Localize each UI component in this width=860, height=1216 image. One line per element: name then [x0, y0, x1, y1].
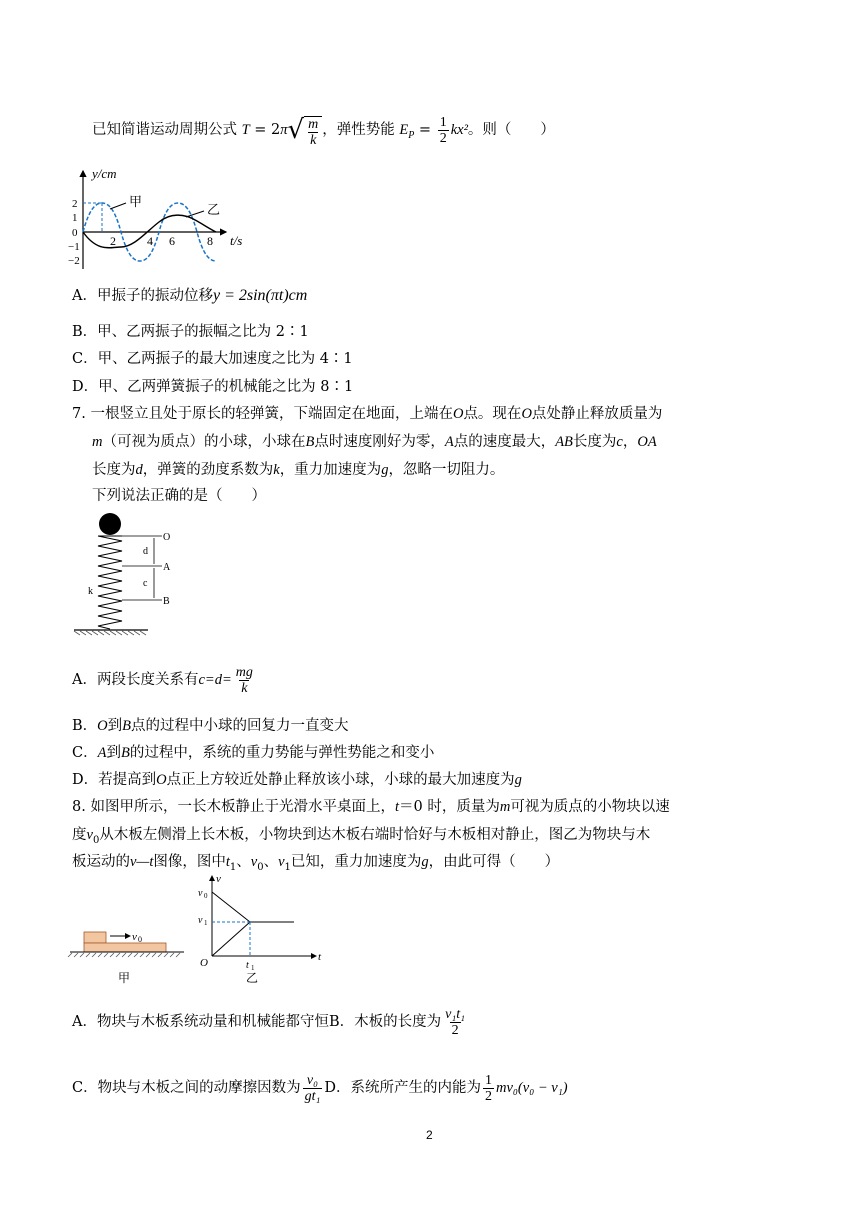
- fig-v0-axis-label: v: [198, 888, 203, 899]
- q7-text: ，重力加速度为: [279, 462, 382, 478]
- q8-text: 、: [236, 854, 251, 870]
- fig-t1-label: t: [246, 960, 249, 971]
- q7-text: 7. 一根竖立且处于原长的轻弹簧，下端固定在地面，上端在: [72, 406, 453, 422]
- q7-B: B: [122, 718, 131, 734]
- q7-c: c: [616, 434, 623, 450]
- symbol-E-sub: P: [408, 129, 415, 141]
- q8-option-b-text: B．木板的长度为: [328, 1014, 442, 1030]
- q8-option-d-num: 1: [484, 1072, 492, 1088]
- ytick-0: 0: [72, 227, 78, 239]
- spring-diagram: [70, 510, 190, 640]
- q7-option-c-text: 的过程中，系统的重力势能与弹性势能之和变小: [129, 745, 435, 761]
- q8-text: 从木板左侧滑上长木板，小物块到达木板右端时恰好与木板相对静止，图乙为物块与木: [99, 827, 651, 843]
- q7-g: g: [514, 772, 522, 788]
- q8-option-c-den: gt₁: [304, 1088, 321, 1104]
- fig-label-c: c: [143, 578, 148, 589]
- q8-option-d-den: 2: [484, 1088, 492, 1104]
- intro-tail: 。则（ ）: [467, 122, 555, 138]
- q7-option-a-num: mg: [235, 664, 253, 680]
- q6-option-c: C．甲、乙两振子的最大加速度之比为 4∶1: [72, 351, 353, 367]
- q7-g: g: [381, 462, 389, 478]
- q8-v0: v: [86, 827, 93, 843]
- ytick-2: 2: [72, 198, 78, 210]
- q8-v1: v: [278, 854, 285, 870]
- q7-line-2: [92, 432, 657, 452]
- fig-label-O: O: [163, 532, 171, 543]
- q6-option-a: [72, 286, 307, 306]
- q7-option-a-text: A．两段长度关系有: [72, 672, 199, 688]
- q6-option-b: B．甲、乙两振子的振幅之比为 2∶1: [72, 324, 309, 340]
- small-block: [84, 932, 106, 943]
- xtick-6: 6: [169, 234, 175, 248]
- q8-t: t: [394, 799, 399, 815]
- q8-v0b: v: [250, 854, 258, 870]
- q7-option-c-text: C．: [72, 745, 98, 761]
- q7-O: O: [521, 406, 532, 422]
- q8-m: m: [499, 799, 511, 815]
- x-axis-label: t/s: [230, 233, 243, 248]
- ytick-neg2: −2: [68, 255, 80, 267]
- xtick-2: 2: [110, 234, 116, 248]
- half-den: 2: [439, 130, 447, 146]
- fig-label-k: k: [88, 586, 93, 597]
- spring: [98, 536, 122, 629]
- q7-text: 长度为: [92, 462, 136, 478]
- board-and-vt-figure: [66, 870, 336, 988]
- q7-text: 点时速度刚好为零，: [314, 434, 445, 450]
- xtick-4: 4: [147, 234, 153, 248]
- q7-text: ，: [622, 434, 638, 450]
- fig-v0-label: v: [132, 931, 137, 943]
- q6-option-a-text: A．甲振子的振动位移: [72, 288, 213, 304]
- q7-option-a-eq: c=d=: [198, 672, 232, 688]
- frac-num: m: [308, 116, 319, 132]
- q7-AB: AB: [555, 434, 573, 450]
- page-number: 2: [426, 1128, 433, 1142]
- q7-line-4: 下列说法正确的是（ ）: [92, 488, 266, 504]
- fig-v-label: v: [216, 873, 221, 885]
- q8-t1: t: [225, 854, 230, 870]
- q7-line-1: [72, 404, 662, 424]
- ytick-1: 1: [72, 212, 78, 224]
- q7-text: ，忽略一切阻力。: [388, 462, 505, 478]
- label-jia: 甲: [129, 194, 143, 209]
- q8-option-b-den: 2: [451, 1022, 459, 1038]
- q7-option-a: [72, 660, 257, 700]
- q7-option-c-text: 到: [106, 745, 121, 761]
- q8-text: 8. 如图甲所示，一长木板静止于光滑水平桌面上，: [72, 799, 395, 815]
- q8-line-3: 板运动的v—t图像，图中$t_1$、$v_0$、$v_1$已知，重力加速度为g，由此可得（ ）: [72, 854, 560, 873]
- intro-text: 已知简谐运动周期公式: [92, 122, 237, 138]
- q8-option-d-expr: mv₀(v₀ − v₁): [495, 1080, 568, 1096]
- q7-option-b-text: 点的过程中小球的回复力一直变大: [131, 718, 349, 734]
- q8-option-c-text: C．物块与木板之间的动摩擦因数为: [72, 1080, 301, 1096]
- intro-eq2: =: [414, 122, 436, 138]
- fig-label-d: d: [143, 546, 148, 557]
- q7-option-d-text: 点正上方较近处静止释放该小球，小球的最大加速度为: [166, 772, 515, 788]
- svg-text:1: 1: [251, 964, 255, 972]
- q8-option-c-num: v₀: [306, 1072, 319, 1088]
- q8-vt: v—t: [130, 854, 154, 870]
- q7-O: O: [452, 406, 464, 422]
- q8-options-cd: [72, 1068, 568, 1108]
- oscillation-graph: [66, 165, 256, 275]
- q8-option-a: A．物块与木板系统动量和机械能都守恒: [72, 1014, 329, 1030]
- q7-option-c: [72, 743, 434, 763]
- q7-d: d: [135, 462, 143, 478]
- q8-option-b-num: v₁t₁: [445, 1006, 465, 1022]
- q8-text: 、: [263, 854, 279, 870]
- board-velocity-line: [212, 922, 250, 956]
- q7-option-b-text: B．: [72, 718, 98, 734]
- q7-option-b: [72, 716, 349, 736]
- ground-hatch: [74, 631, 146, 635]
- q7-text: 点处静止释放质量为: [531, 406, 663, 422]
- q7-O: O: [156, 772, 167, 788]
- q7-option-d-text: D．若提高到: [72, 772, 157, 788]
- q8-line-2: 度$v_0$从木板左侧滑上长木板，小物块到达木板右端时恰好与木板相对静止，图乙为物块与木: [72, 827, 651, 846]
- symbol-kx2: kx²: [450, 122, 468, 138]
- half-num: 1: [439, 114, 447, 130]
- q7-option-b-text: 到: [107, 718, 123, 734]
- q8-text: 板运动的: [72, 854, 130, 870]
- y-axis-label: y/cm: [92, 166, 117, 181]
- q8-line-1: [72, 797, 670, 817]
- fig-label-A: A: [163, 562, 171, 573]
- frac-den: k: [310, 132, 317, 148]
- q8-text: ＝0 时，质量为: [398, 799, 500, 815]
- ball: [99, 513, 121, 535]
- q7-text: 点。现在: [463, 406, 522, 422]
- q7-O: O: [97, 718, 108, 734]
- q8-text: 图像，图中: [153, 854, 226, 870]
- q7-option-a-den: k: [241, 680, 248, 696]
- q6-option-d: D．甲、乙两弹簧振子的机械能之比为 8∶1: [72, 379, 354, 395]
- q8-text: 度: [72, 827, 87, 843]
- q7-text: 长度为: [572, 434, 617, 450]
- q6-option-a-math: y = 2sin(πt)cm: [212, 287, 308, 304]
- q7-text: （可视为质点）的小球，小球在: [102, 434, 306, 450]
- q7-line-3: [92, 460, 504, 480]
- q7-A: A: [444, 434, 454, 450]
- q7-text: ，弹簧的劲度系数为: [142, 462, 274, 478]
- q7-m: m: [92, 434, 103, 450]
- q8-g: g: [421, 854, 429, 870]
- intro-text-mid: ，弹性势能: [322, 122, 395, 138]
- svg-text:0: 0: [204, 892, 208, 900]
- q8-option-d-text: D．系统所产生的内能为: [324, 1080, 481, 1096]
- symbol-T: T: [241, 122, 250, 138]
- block-velocity-line: [212, 892, 250, 922]
- fig-label-B: B: [163, 596, 170, 607]
- q7-A: A: [97, 745, 107, 761]
- xtick-8: 8: [207, 234, 213, 248]
- leader-jia: [110, 203, 126, 209]
- sqrt-m-over-k: √ $\frac{m}{k}$: [288, 113, 323, 148]
- fig-label-jia: 甲: [118, 971, 131, 985]
- long-board: [84, 943, 166, 952]
- fig-v1-axis-label: v: [198, 915, 203, 926]
- q7-OA: OA: [637, 434, 657, 450]
- q8-text: 已知，重力加速度为: [290, 854, 422, 870]
- q7-text: 点的速度最大，: [453, 434, 556, 450]
- q7-k: k: [273, 462, 280, 478]
- fig-t-label: t: [318, 951, 322, 963]
- q8-text: 可视为质点的小物块以速: [510, 799, 670, 815]
- q8-options-ab: [72, 1002, 469, 1042]
- intro-eq: = 2: [249, 122, 281, 138]
- table-hatch: [68, 953, 180, 957]
- svg-text:1: 1: [204, 919, 208, 927]
- ytick-neg1: −1: [68, 241, 80, 253]
- q7-B: B: [305, 434, 315, 450]
- label-yi: 乙: [207, 202, 221, 217]
- fig-label-yi: 乙: [246, 971, 259, 985]
- fig-O-label: O: [200, 957, 208, 969]
- svg-text:0: 0: [138, 935, 142, 944]
- symbol-pi: π: [280, 122, 288, 138]
- symbol-E: E: [399, 122, 409, 138]
- intro-line: [92, 112, 555, 154]
- q8-text: ，由此可得（ ）: [428, 854, 560, 870]
- q7-B: B: [120, 745, 130, 761]
- q7-option-d: [72, 770, 522, 790]
